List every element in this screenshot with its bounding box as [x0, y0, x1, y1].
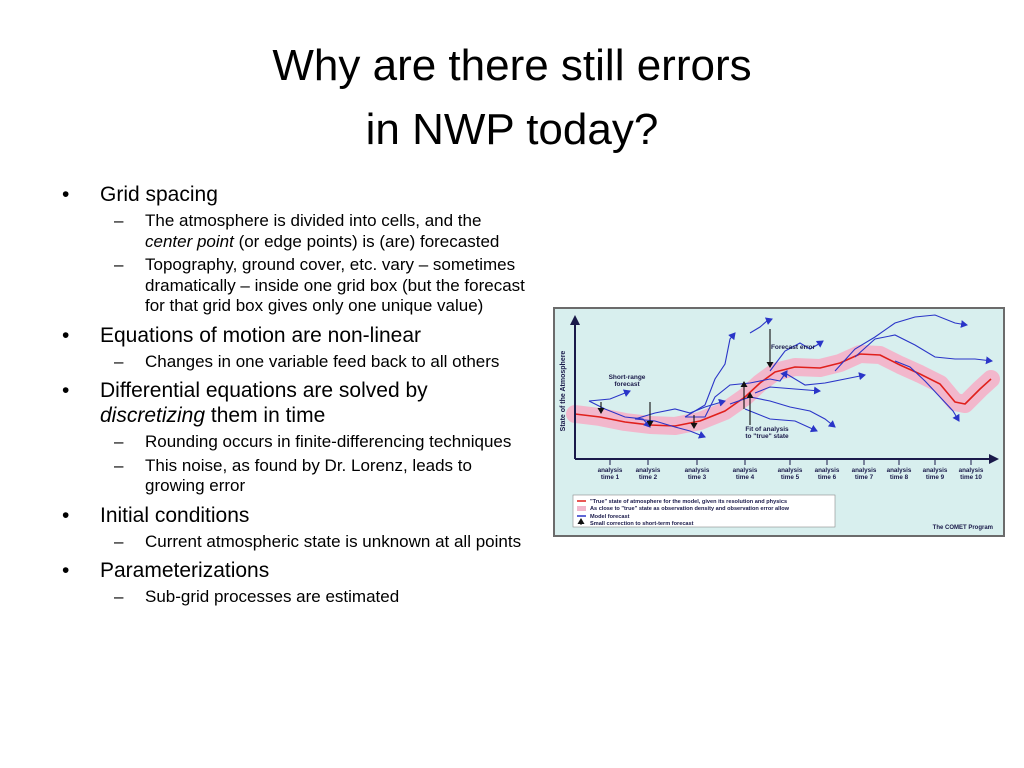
dash-icon: – — [114, 211, 124, 230]
tick-label: analysis — [684, 467, 710, 474]
legend-true-state: "True" state of atmosphere for the model, given its resolution and physics — [590, 499, 788, 505]
sub-bullet — [100, 352, 530, 373]
tick-label: time 2 — [638, 474, 658, 481]
tick-label: analysis — [777, 467, 803, 474]
sub-bullet — [100, 211, 530, 252]
bullet-label: Initial conditions — [100, 503, 250, 527]
sub-text: Topography, ground cover, etc. vary – sometimes dramatically – inside one grid box (but the forecast for that grid box gives only one unique value) — [145, 255, 525, 315]
bullet-label: Grid spacing — [100, 183, 218, 206]
sub-text-emphasis: center point — [145, 231, 234, 251]
legend — [573, 495, 835, 527]
dash-icon: – — [114, 531, 124, 551]
sub-list — [100, 211, 530, 317]
tick-label: analysis — [851, 467, 877, 474]
sub-bullet — [100, 432, 530, 453]
bullet-dot-icon: • — [62, 559, 70, 582]
legend-model-forecast: Model forecast — [590, 514, 630, 520]
bullet-equations-of-motion — [60, 323, 530, 373]
legend-small-correction: Small correction to short-term forecast — [590, 521, 694, 527]
diagram-canvas — [555, 309, 1003, 535]
bullet-label: Parameterizations — [100, 559, 270, 582]
dash-icon: – — [114, 587, 124, 606]
tick-label: analysis — [635, 467, 661, 474]
sub-list — [100, 352, 530, 373]
tick-label: analysis — [732, 467, 758, 474]
figure-credit: The COMET Program — [932, 525, 993, 531]
observation-envelope — [575, 354, 991, 426]
sub-bullet — [100, 255, 530, 317]
bullet-label: Equations of motion are non-linear — [100, 323, 422, 347]
annotation-short-range: Short-range — [608, 374, 646, 381]
title-line-2: in NWP today? — [365, 105, 659, 154]
annotation-short-range-forecast: forecast — [614, 381, 640, 388]
sub-list — [100, 432, 530, 497]
tick-label: time 9 — [925, 474, 945, 481]
sub-bullet — [100, 587, 530, 608]
tick-label: time 7 — [854, 474, 874, 481]
legend-envelope-swatch — [577, 506, 586, 511]
sub-text: (or edge points) is (are) forecasted — [233, 231, 500, 251]
annotation-forecast-error: Forecast error — [770, 344, 816, 351]
sub-bullet — [100, 532, 530, 553]
dash-icon: – — [114, 255, 124, 274]
bullet-label: Differential equations are solved by — [100, 379, 428, 402]
sub-text: The atmosphere is divided into cells, and the — [145, 211, 482, 230]
legend-envelope: As close to "true" state as observation density and observation error allow — [590, 506, 789, 512]
y-axis-label: State of the Atmosphere — [560, 350, 567, 432]
tick-label: analysis — [886, 467, 912, 474]
bullet-list — [60, 182, 530, 608]
tick-label: time 6 — [817, 474, 837, 481]
title-line-1: Why are there still errors — [272, 41, 752, 90]
bullet-dot-icon: • — [62, 323, 70, 347]
sub-text: Rounding occurs in finite-differencing techniques — [145, 432, 512, 451]
dash-icon: – — [114, 455, 124, 475]
bullet-label-emphasis: discretizing — [100, 404, 206, 427]
tick-label: analysis — [814, 467, 840, 474]
bullet-differential-equations — [60, 378, 530, 497]
tick-label: analysis — [922, 467, 948, 474]
bullet-initial-conditions — [60, 503, 530, 553]
bullet-grid-spacing — [60, 182, 530, 317]
bullet-dot-icon: • — [62, 183, 70, 206]
tick-label: time 5 — [780, 474, 800, 481]
sub-list — [100, 587, 530, 608]
tick-label: analysis — [958, 467, 984, 474]
bullet-parameterizations — [60, 558, 530, 608]
sub-text: This noise, as found by Dr. Lorenz, leads to growing error — [145, 455, 472, 495]
slide-title — [0, 34, 1024, 162]
annotation-fit-of-analysis: Fit of analysis — [745, 426, 789, 433]
dash-icon: – — [114, 351, 124, 371]
sub-text: Changes in one variable feed back to all others — [145, 351, 500, 371]
annotation-to-true-state: to "true" state — [745, 433, 789, 440]
tick-label: time 4 — [735, 474, 755, 481]
tick-label: time 8 — [889, 474, 909, 481]
bullet-dot-icon: • — [62, 503, 70, 527]
bullet-dot-icon: • — [62, 379, 70, 402]
tick-label: time 1 — [600, 474, 620, 481]
sub-bullet — [100, 456, 530, 497]
sub-text: Sub-grid processes are estimated — [145, 587, 400, 606]
sub-text: Current atmospheric state is unknown at all points — [145, 531, 522, 551]
nwp-error-diagram — [553, 307, 1005, 537]
bullet-label: them in time — [205, 404, 326, 427]
tick-label: analysis — [597, 467, 623, 474]
tick-label: time 3 — [687, 474, 707, 481]
tick-label: time 10 — [960, 474, 982, 481]
sub-list — [100, 532, 530, 553]
dash-icon: – — [114, 432, 124, 451]
